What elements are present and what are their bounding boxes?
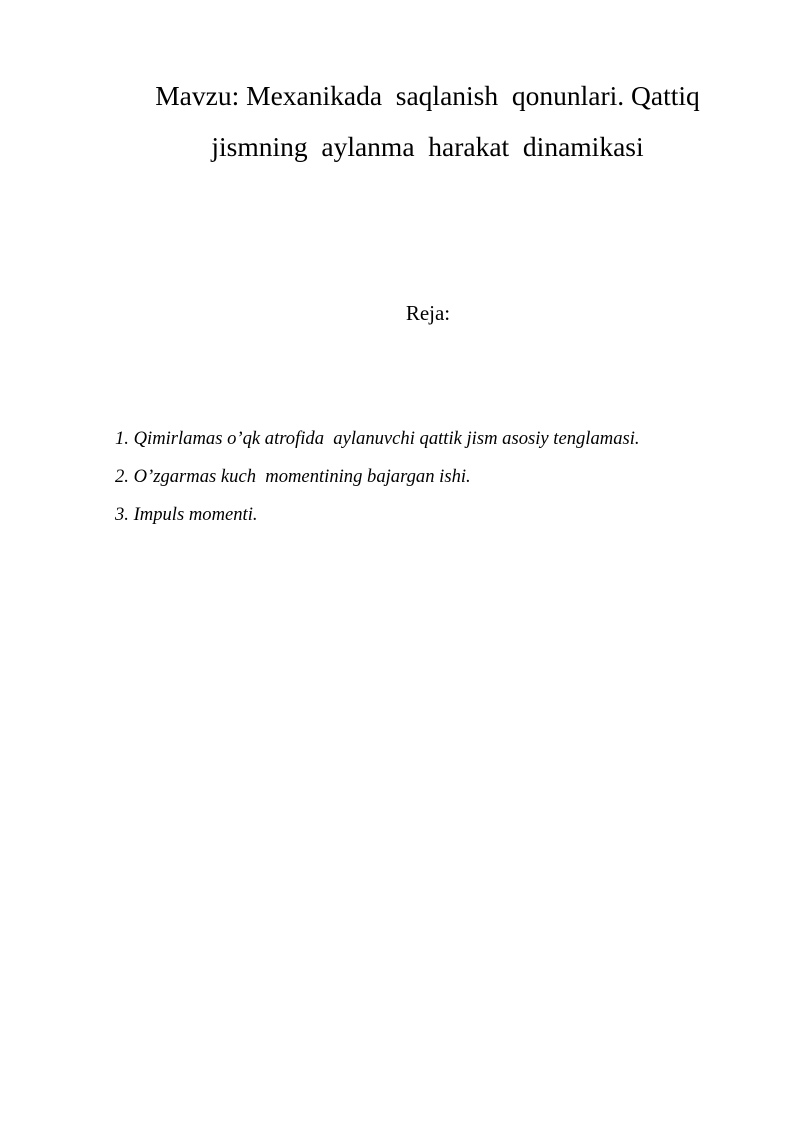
plan-list (115, 430, 640, 544)
plan-item: 1. Qimirlamas o’qk atrofida aylanuvchi qattik jism asosiy tenglamasi. (115, 428, 640, 449)
title-line-1: Mavzu: Mexanikada saqlanish qonunlari. Qattiq (155, 80, 700, 111)
plan-heading: Reja: (405, 301, 451, 325)
title-line-2: jismning aylanma harakat dinamikasi (211, 131, 644, 162)
plan-item: 2. O’zgarmas kuch momentining bajargan ishi. (115, 466, 471, 487)
plan-item: 3. Impuls momenti. (115, 504, 258, 525)
